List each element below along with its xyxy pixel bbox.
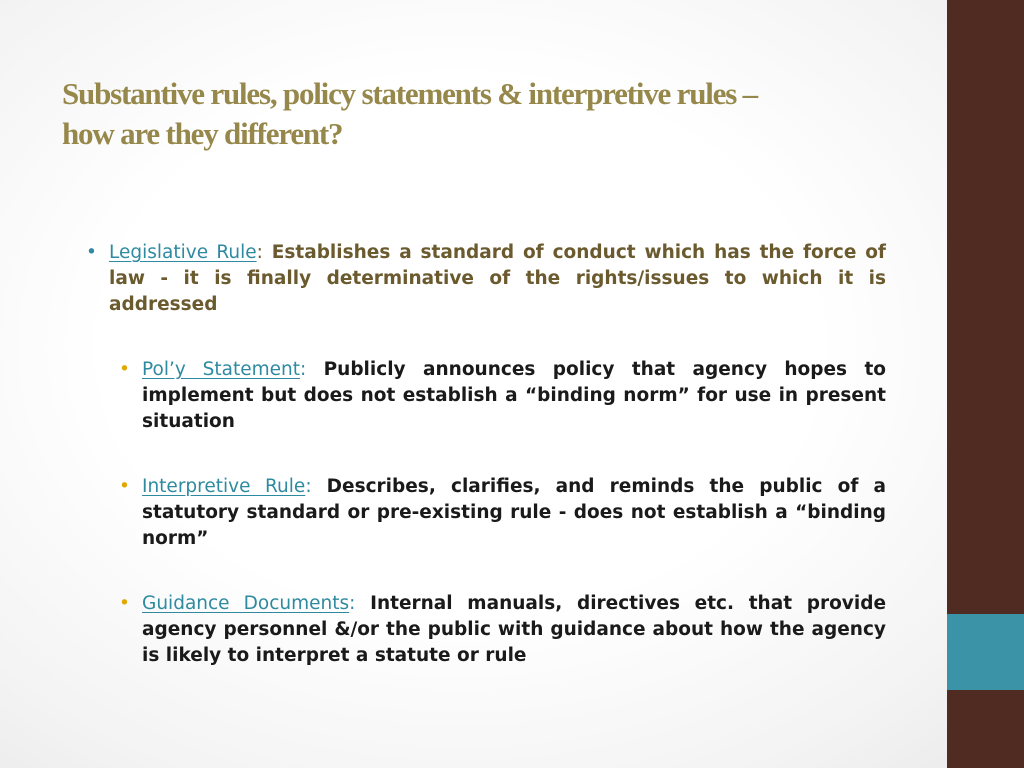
definition-text: Describes, clarifies, and reminds the public of a statutory standard or pre-existing rule - does not establish a “binding norm”	[142, 476, 886, 549]
term-separator: :	[349, 593, 356, 614]
slide-title	[62, 74, 922, 154]
list-item-policy-statement	[119, 357, 886, 435]
bullet-dot-icon: •	[119, 593, 130, 614]
term-legislative-rule: Legislative Rule	[109, 242, 257, 263]
list-item-guidance-documents	[119, 591, 886, 669]
term-separator: :	[305, 476, 312, 497]
side-accent-block	[947, 614, 1024, 690]
term-interpretive-rule: Interpretive Rule	[142, 476, 306, 497]
slide-title-line-1: Substantive rules, policy statements & interpretive rules –	[62, 76, 757, 111]
term-policy-statement: Pol’y Statement	[142, 359, 300, 380]
slide-title-line-2: how are they different?	[62, 116, 343, 151]
term-separator: :	[256, 242, 263, 263]
bullet-dot-icon: •	[119, 359, 130, 380]
definition-text: Publicly announces policy that agency hopes to implement but does not establish a “binding norm” for use in present situation	[142, 359, 887, 432]
bullet-list	[86, 240, 886, 669]
term-separator: :	[299, 359, 307, 380]
definition-text: Internal manuals, directives etc. that provide agency personnel &/or the public with guidance about how the agency is likely to interpret a statute or rule	[142, 593, 886, 666]
list-item-legislative-rule	[86, 240, 886, 318]
definition-text: Establishes a standard of conduct which has the force of law - it is finally determinative of the rights/issues to which it is addressed	[109, 242, 886, 315]
term-guidance-documents: Guidance Documents	[142, 593, 350, 614]
list-item-interpretive-rule	[119, 474, 886, 552]
bullet-dot-icon: •	[86, 242, 97, 263]
bullet-dot-icon: •	[119, 476, 130, 497]
